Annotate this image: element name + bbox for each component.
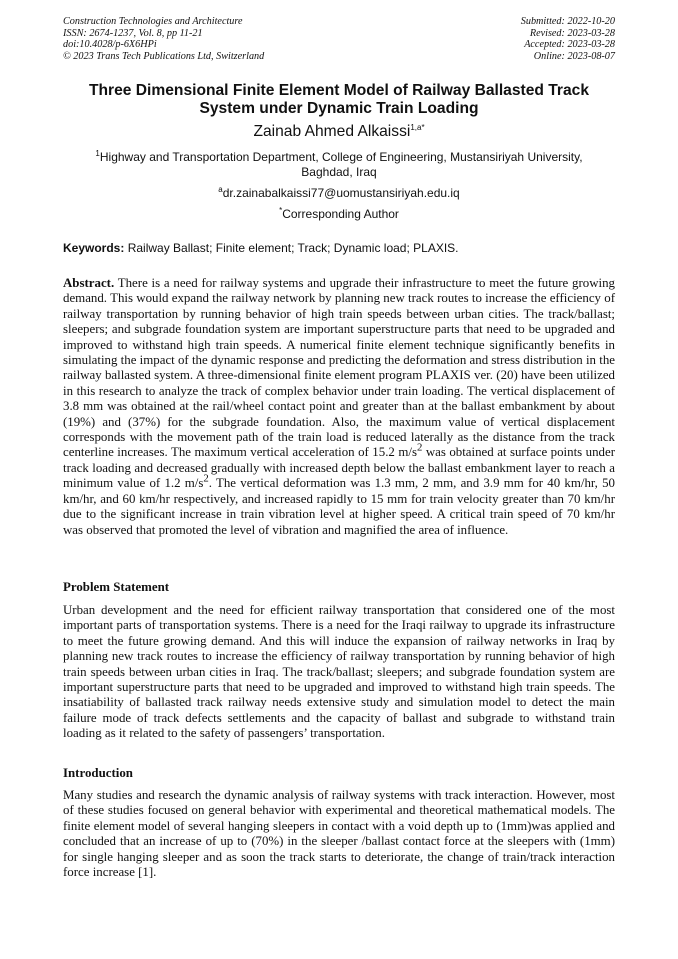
abstract-text-1: There is a need for railway systems and upgrade their infrastructure to meet the future growing demand. This would expand the railway network by planning new track routes to increase the efficiency of railway transportation by running behavior of high train speeds between urban cities. The track/ballast; sleepers; and subgrade foundation system are important superstructure parts that need to be upgraded and improved to withstand high train speeds. A numerical finite element technique significantly benefits in simulating the impact of the dynamic response and predicting the deformation and stress distribution in the railway ballasted system. A three-dimensional finite element program PLAXIS ver. (20) have been utilized in this research to analyze the track of complex behavior under train loading. The vertical displacement of 3.8 mm was obtained at the rail/wheel contact point and greater than at the ballast embankment by about (19%) and (37%) for the subgrade foundation. Also, the maximum value of vertical displacement corresponds with the movement path of the train load is reduced laterally as the distance from the track centerline increases. The maximum vertical acceleration of 15.2 m/s [63,276,615,460]
affiliation [80,150,598,180]
submitted-date: Submitted: 2022-10-20 [520,16,615,27]
corresponding-author [63,207,615,221]
abstract-superscript-2: 2 [203,472,209,485]
keywords-label: Keywords: [63,241,125,255]
introduction-heading: Introduction [63,766,133,780]
corresponding-text: Corresponding Author [282,207,399,221]
revised-date: Revised: 2023-03-28 [529,27,615,39]
abstract-label: Abstract. [63,276,115,290]
dates-info [521,16,615,62]
author-superscript: 1,a* [410,122,425,132]
keywords-text: Railway Ballast; Finite element; Track; Dynamic load; PLAXIS. [127,241,459,255]
issn: ISSN: 2674-1237, Vol. 8, pp 11-21 [63,27,203,39]
problem-statement-text: Urban development and the need for efficient railway transportation that considered one of the most important parts of transportation systems. There is a need for the Iraqi railway to upgrade its infrastructure to meet the future growing demand. And this will induce the expansion of railway networks in Iraq by planning new track routes to increase the efficiency of railway transportation by running behavior of high train speeds between urban cities in Iraq. The track/ballast; sleepers; and subgrade foundation system are important superstructure parts that need to be upgraded and improved to withstand high train speeds. The insatiability of ballasted track railway needs extensive study and simulation model to detect the main failure mode of track defects settlements and the capacity of ballast and subgrade to withstand train loading as it related to the safety of passengers’ transportation. [63,603,615,741]
affiliation-superscript: 1 [95,149,100,158]
abstract-superscript-1: 2 [416,442,423,455]
abstract [63,276,615,538]
accepted-date: Accepted: 2023-03-28 [524,39,615,51]
online-date: Online: 2023-08-07 [533,50,615,62]
journal-name: Construction Technologies and Architecture [63,16,243,27]
title-line-2: System under Dynamic Train Loading [199,100,479,117]
introduction-text: Many studies and research the dynamic analysis of railway systems with track interaction. However, most of these studies focused on general behavior with experimental and theoretical mathematical models. The finite element model of several hanging sleepers in contact with a void depth up to (1mm)was applied and concluded that an increase of up to (70%) in the sleeper /ballast contact force at the sleepers with (1mm) for single hanging sleeper and as soon the track starts to deteriorate, the change of train/track interaction force increase [1]. [63,788,615,880]
keywords [63,241,615,255]
journal-info [63,16,264,62]
email-superscript: a [218,185,223,194]
abstract-text-2: was obtained at surface points under track loading and decreased gradually with increased depth below the ballast embankment layer to reach a minimum value of 1.2 m/s [63,445,615,491]
copyright: © 2023 Trans Tech Publications Ltd, Switzerland [63,50,265,62]
author-email [63,186,615,200]
author [63,123,615,141]
doi: doi:10.4028/p-6X6HPi [63,39,157,51]
title-line-1: Three Dimensional Finite Element Model of Railway Ballasted Track [88,82,589,99]
corresponding-superscript: * [279,206,283,215]
abstract-text-3: . The vertical deformation was 1.3 mm, 2 mm, and 3.9 mm for 40 km/hr, 50 km/hr, and 60 km/hr respectively, and increased rapidly to 15 mm for train velocity greater than 70 km/hr due to the significant increase in train vibration level at higher speed. A critical train speed of 70 km/hr was observed that promoted the level of vibration and magnified the area of influence. [63,476,615,537]
email-link[interactable]: dr.zainabalkaissi77@uomustansiriyah.edu.iq [222,186,460,200]
problem-statement-heading: Problem Statement [63,580,170,594]
author-name: Zainab Ahmed Alkaissi [253,123,411,140]
affiliation-text: Highway and Transportation Department, College of Engineering, Mustansiriyah University, Baghdad, Iraq [99,150,583,179]
paper-title [63,82,615,118]
